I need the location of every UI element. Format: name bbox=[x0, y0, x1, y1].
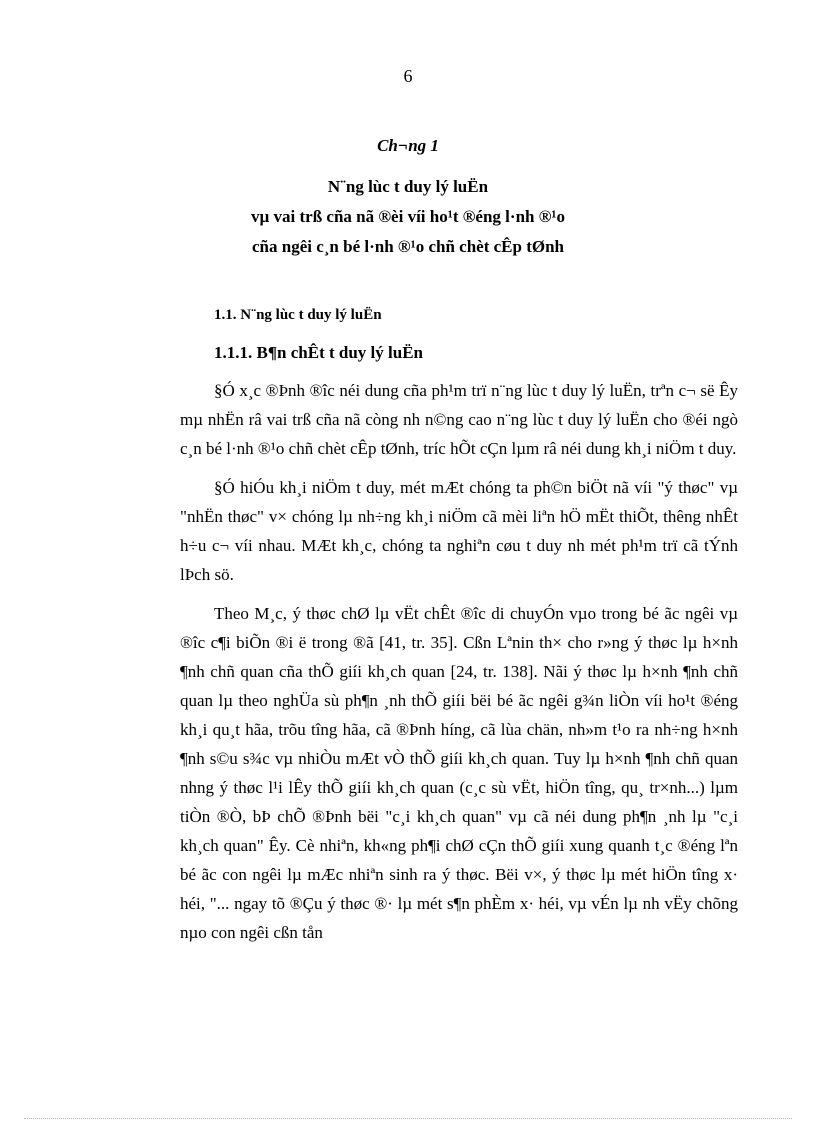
page-number: 6 bbox=[403, 66, 413, 86]
chapter-title bbox=[0, 172, 816, 262]
paragraph: Theo M¸c, ý thøc chØ lµ vËt chÊt ®îc di chuyÓn vµo trong bé ãc ngêi vµ ®îc c¶i biÕn ®i ë trong ®ã [41, tr. 35]. Cßn Lªnin th× cho r»ng ý thøc lµ h×nh ¶nh chñ quan cña thÕ giíi kh¸ch quan [24, tr. 138]. Nãi ý thøc lµ h×nh ¶nh chñ quan lµ theo nghÜa sù ph¶n ¸nh thÕ giíi bëi bé ãc ngêi g¾n liÒn víi ho¹t ®éng kh¸i qu¸t hãa, trõu tîng hãa, cã ®Þnh híng, cã lùa chän, nh»m t¹o ra nh÷ng h×nh ¶nh s©u s¾c vµ nhiÒu mÆt vÒ thÕ giíi kh¸ch quan. Tuy lµ h×nh ¶nh chñ quan nhng ý thøc l¹i lÊy thÕ giíi kh¸ch quan (c¸c sù vËt, hiÖn tîng, qu¸ tr×nh...) lµm tiÒn ®Ò, bÞ chÕ ®Þnh bëi "c¸i kh¸ch quan" vµ cã néi dung ph¶n ¸nh lµ "c¸i kh¸ch quan" Êy. Cè nhiªn, kh«ng ph¶i chØ cÇn thÕ giíi xung quanh t¸c ®éng lªn bé ãc con ngêi lµ mÆc nhiªn sinh ra ý thøc. Bëi v×, ý thøc lµ mét hiÖn tîng x· héi, "... ngay tõ ®Çu ý thøc ®· lµ mét s¶n phÈm x· héi, vµ vÉn lµ nh vËy chõng nµo con ngêi cßn tån bbox=[180, 604, 738, 942]
paragraph: §Ó hiÓu kh¸i niÖm t duy, mét mÆt chóng ta ph©n biÖt nã víi "ý thøc" vµ "nhËn thøc" v× chóng lµ nh÷ng kh¸i niÖm cã mèi liªn hÖ mËt thiÕt, thêng nhÊt h÷u c¬ víi nhau. MÆt kh¸c, chóng ta nghiªn cøu t duy nh mét ph¹m trï cã tÝnh lÞch sö. bbox=[180, 478, 738, 584]
body-text bbox=[180, 376, 738, 957]
subsection-heading: 1.1.1. B¶n chÊt t duy lý luËn bbox=[214, 343, 423, 362]
chapter-heading: Ch¬ng 1 bbox=[377, 136, 439, 155]
paragraph: §Ó x¸c ®Þnh ®îc néi dung cña ph¹m trï n¨ng lùc t duy lý luËn, trªn c¬ së Êy mµ nhËn râ vai trß cña nã còng nh n©ng cao n¨ng lùc t duy lý luËn cho ®éi ngò c¸n bé l·nh ®¹o chñ chèt cÊp tØnh, tríc hÕt cÇn lµm râ néi dung kh¸i niÖm t duy. bbox=[180, 381, 738, 458]
chapter-title-line: cña ngêi c¸n bé l·nh ®¹o chñ chèt cÊp tØnh bbox=[251, 237, 565, 256]
chapter-title-line: vµ vai trß cña nã ®èi víi ho¹t ®éng l·nh ®¹o bbox=[250, 207, 566, 226]
chapter-title-line: N¨ng lùc t duy lý luËn bbox=[327, 177, 489, 196]
page-bottom-rule bbox=[24, 1118, 792, 1119]
section-heading: 1.1. N¨ng lùc t duy lý luËn bbox=[214, 307, 382, 323]
